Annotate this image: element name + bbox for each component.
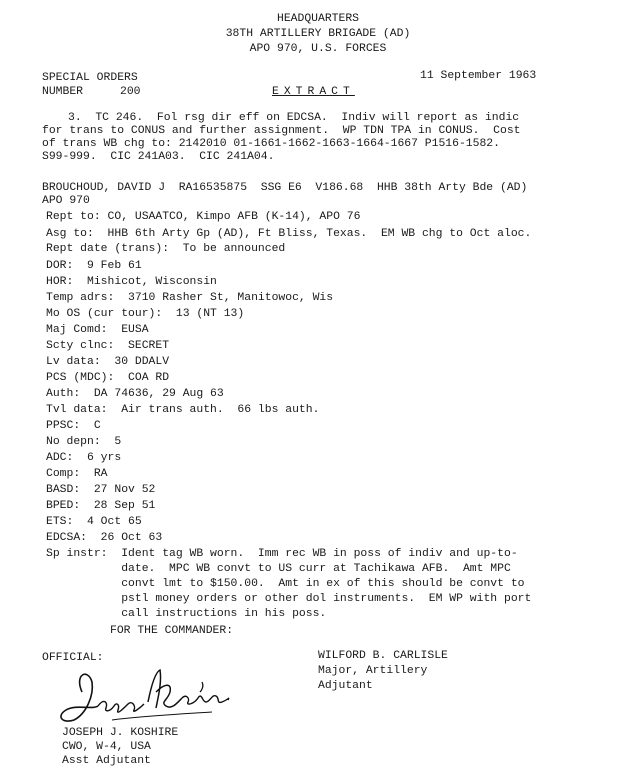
detail-rept-date: Rept date (trans): To be announced	[46, 243, 286, 255]
para3-line: for trans to CONUS and further assignment. WP TDN TPA in CONUS. Cost	[42, 125, 521, 137]
detail-no-depn: No depn: 5	[46, 436, 122, 448]
detail-scty-clnc: Scty clnc: SECRET	[46, 340, 170, 352]
detail-sp-instr-cont: pstl money orders or other dol instruments. EM WP with port	[46, 593, 532, 605]
para3-line: 3. TC 246. Fol rsg dir eff on EDCSA. Indiv will report as indic	[68, 112, 520, 124]
official-label: OFFICIAL:	[42, 652, 104, 664]
detail-ets: ETS: 4 Oct 65	[46, 516, 142, 528]
para3-line: of trans WB chg to: 2142010 01-1661-1662-1663-1664-1667 P1516-1582.	[42, 138, 500, 150]
for-the-commander: FOR THE COMMANDER:	[110, 625, 234, 637]
detail-hor: HOR: Mishicot, Wisconsin	[46, 276, 217, 288]
detail-ppsc: PPSC: C	[46, 420, 101, 432]
header-apo: APO 970, U.S. FORCES	[249, 43, 387, 55]
signer-name: WILFORD B. CARLISLE	[318, 650, 448, 662]
order-date: 11 September 1963	[420, 70, 537, 82]
header-unit: 38TH ARTILLERY BRIGADE (AD)	[225, 28, 411, 40]
detail-sp-instr-cont: call instructions in his poss.	[46, 608, 327, 620]
detail-mo-os: Mo OS (cur tour): 13 (NT 13)	[46, 308, 245, 320]
detail-maj-comd: Maj Comd: EUSA	[46, 324, 149, 336]
detail-pcs: PCS (MDC): COA RD	[46, 372, 170, 384]
extract-heading: EXTRACT	[272, 86, 355, 98]
detail-sp-instr-cont: convt lmt to $150.00. Amt in ex of this should be convt to	[46, 578, 525, 590]
detail-sp-instr: Sp instr: Ident tag WB worn. Imm rec WB in poss of indiv and up-to-	[46, 548, 518, 560]
detail-bped: BPED: 28 Sep 51	[46, 500, 156, 512]
detail-basd: BASD: 27 Nov 52	[46, 484, 156, 496]
detail-lv-data: Lv data: 30 DDALV	[46, 356, 170, 368]
official-signer-title: Asst Adjutant	[62, 755, 151, 767]
header-title: HEADQUARTERS	[276, 13, 360, 25]
detail-adc: ADC: 6 yrs	[46, 452, 122, 464]
para3-line: S99-999. CIC 241A03. CIC 241A04.	[42, 151, 275, 163]
order-number: 200	[120, 86, 141, 98]
official-signer-name: JOSEPH J. KOSHIRE	[62, 727, 179, 739]
signer-rank: Major, Artillery	[318, 665, 428, 677]
detail-sp-instr-cont: date. MPC WB convt to US curr at Tachikawa AFB. Amt MPC	[46, 563, 511, 575]
detail-dor: DOR: 9 Feb 61	[46, 260, 142, 272]
special-orders-label: SPECIAL ORDERS	[42, 72, 138, 84]
soldier-apo: APO 970	[42, 195, 90, 207]
detail-asg-to: Asg to: HHB 6th Arty Gp (AD), Ft Bliss, Texas. EM WB chg to Oct aloc.	[46, 228, 532, 240]
number-label: NUMBER	[42, 86, 84, 98]
detail-auth: Auth: DA 74636, 29 Aug 63	[46, 388, 224, 400]
soldier-line: BROUCHOUD, DAVID J RA16535875 SSG E6 V186.68 HHB 38th Arty Bde (AD)	[42, 182, 528, 194]
handwritten-signature	[52, 662, 242, 734]
detail-comp: Comp: RA	[46, 468, 108, 480]
detail-temp-adrs: Temp adrs: 3710 Rasher St, Manitowoc, Wis	[46, 292, 334, 304]
detail-tvl-data: Tvl data: Air trans auth. 66 lbs auth.	[46, 404, 320, 416]
detail-edcsa: EDCSA: 26 Oct 63	[46, 532, 163, 544]
detail-rept-to: Rept to: CO, USAATCO, Kimpo AFB (K-14), APO 76	[46, 211, 361, 223]
official-signer-rank: CWO, W-4, USA	[62, 741, 151, 753]
signer-title: Adjutant	[318, 680, 373, 692]
